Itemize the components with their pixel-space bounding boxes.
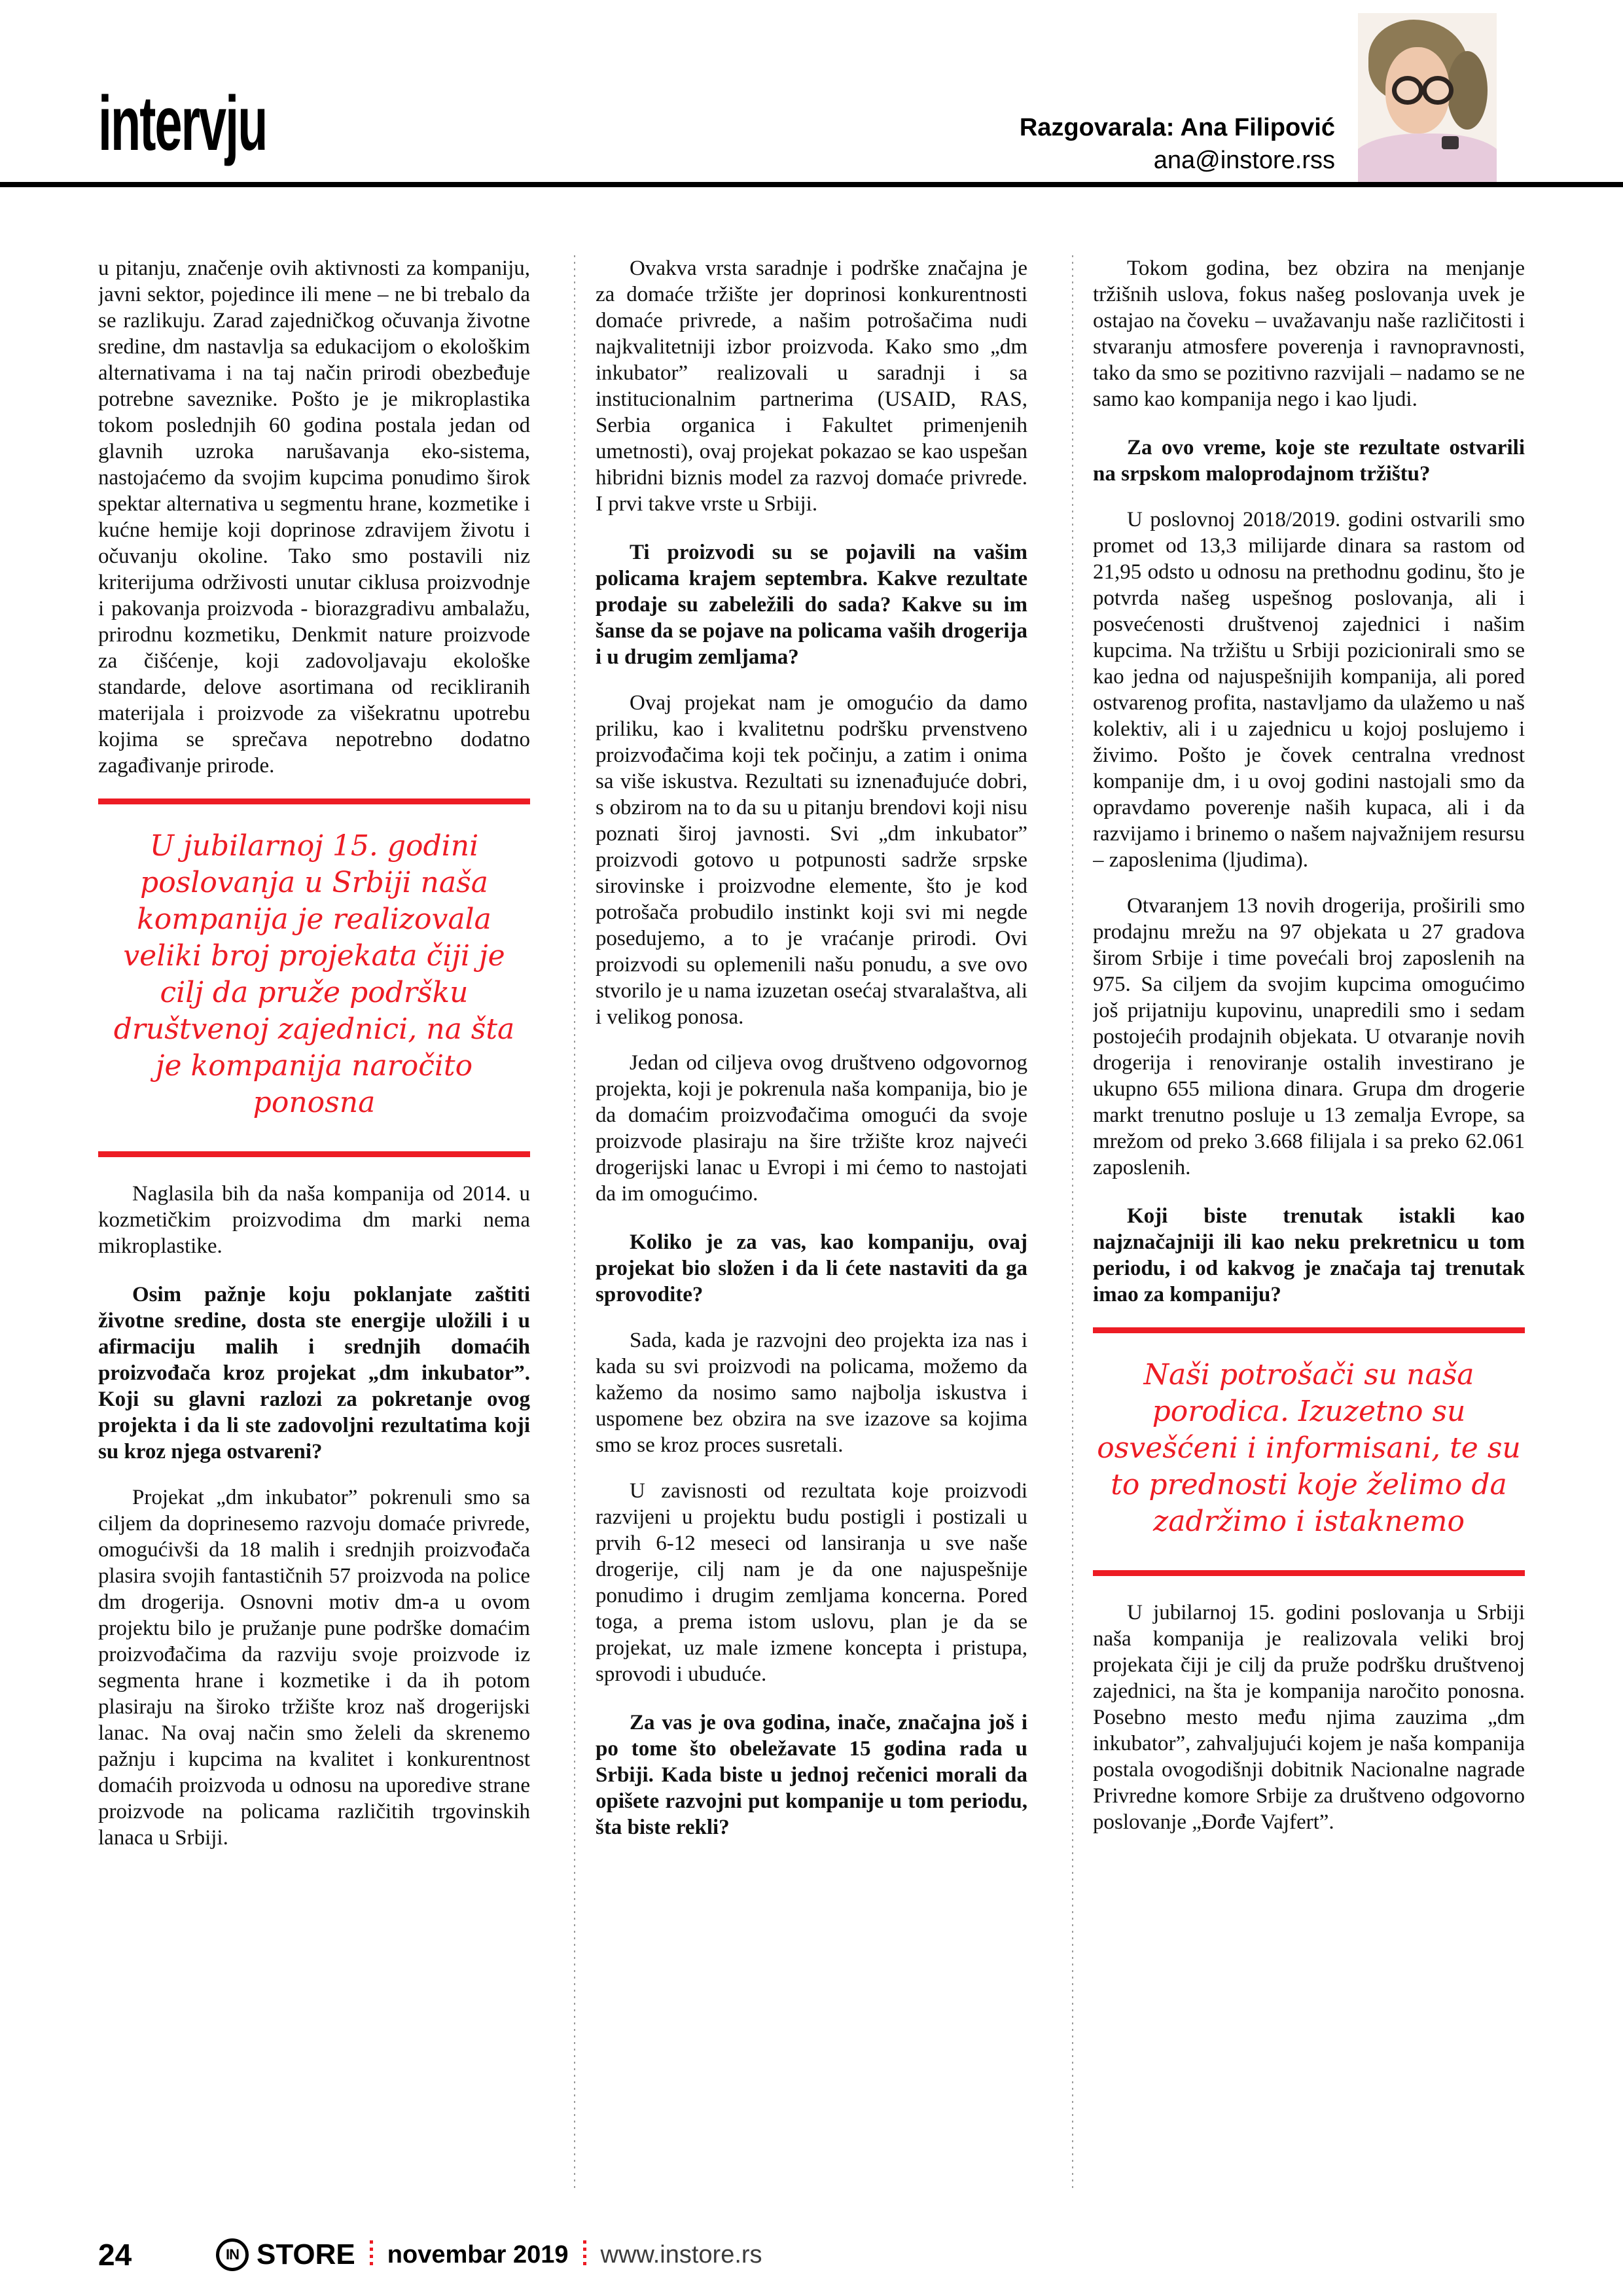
column-separator [574, 255, 575, 2193]
photo-glasses-shape [1422, 76, 1454, 105]
body-paragraph: U jubilarnoj 15. godini poslovanja u Srbiji naša kompanija je realizovala veliki broj projekata čiji je cilj da pruže podršku društvenoj zajednici, na šta je kompanija naročito ponosna. Posebno mesto među njima zauzima „dm inkubator”, zahvaljujući kojem je naša kompanija postala ovogodišnji dobitnik Nacionalne nagrade Privredne komore Srbije za društveno odgovorno poslovanje „Đorđe Vajfert”. [1093, 1601, 1525, 1834]
pull-quote [98, 798, 530, 1157]
body-paragraph: U zavisnosti od rezultata koje proizvodi razvijeni u projektu budu postigli i postizali u prvih 6-12 meseci od lansiranja u sve naše drogerije, cilj nam je da one najuspešnije ponudimo i drugim zemljama koncerna. Pored toga, a prema istom uslovu, plan je da se projekat, uz male izmene koncepta i pristupa, sprovodi i ubuduće. [596, 1479, 1027, 1686]
interview-question: Osim pažnje koju poklanjate zaštiti životne sredine, dosta ste energije uložili i u afirmaciju malih i srednjih domaćih proizvođača kroz projekat „dm inkubator”. Koji su glavni razlozi za pokretanje ovog projekta i da li ste zadovoljni rezultatima koji su kroz njega ostvareni? [98, 1283, 530, 1463]
body-paragraph: Otvaranjem 13 novih drogerija, proširili smo prodajnu mrežu na 97 objekata u 27 gradova širom Srbije i time povećali broj zaposlenih na 975. Sa ciljem da svojim kupcima omogućimo još prijatniju kupovinu, unapredili smo i sedam postojećih prodajnih objekata. U otvaranje novih drogerija i renoviranje ostalih investirano je ukupno 655 miliona dinara. Grupa dm drogerie markt trenutno posluje u 13 zemalja Evrope, sa mrežom od preko 3.668 filijala i sa preko 62.061 zaposlenih. [1093, 894, 1525, 1179]
interview-question: Koji biste trenutak istakli kao najznačajniji ili kao neku prekretnicu u tom periodu, i od kakvog je značaja taj trenutak imao za kompaniju? [1093, 1204, 1525, 1306]
page-number: 24 [98, 2238, 132, 2272]
pull-quote [1093, 1327, 1525, 1576]
body-paragraph: Tokom godina, bez obzira na menjanje tržišnih uslova, fokus našeg poslovanja uvek je ostajao na čoveku – uvažavanju naše različitosti i stvaranju atmosfere poverenja i ravnopravnosti, tako da smo se pozitivno razvijali – nadamo se ne samo kao kompanija nego i kao ljudi. [1093, 257, 1525, 411]
interview-question: Ti proizvodi su se pojavili na vašim policama krajem septembra. Kakve rezultate prodaje su zabeležili do sada? Kakve su im šanse da se pojave na policama vaših drogerija i u drugim zemljama? [596, 541, 1027, 669]
section-title: intervju [98, 81, 267, 167]
article-column-3 [1093, 255, 1525, 2212]
masthead [98, 81, 361, 167]
byline-author: Razgovarala: Ana Filipović [1019, 114, 1335, 141]
interview-question: Koliko je za vas, kao kompaniju, ovaj projekat bio složen i da li ćete nastaviti da ga sprovodite? [596, 1230, 1027, 1306]
body-paragraph: U poslovnoj 2018/2019. godini ostvarili smo promet od 13,3 milijarde dinara sa rastom od 21,95 odsto u odnosu na prethodnu godinu, što je potvrda našeg uspešnog poslovanja, ali i posvećenosti društvenoj zajednici i našim kupcima. Na tržištu u Srbiji pozicionirali smo se kao jedna od najuspešnijih kompanija, ali pored ostvarenog profita, nastavljamo da ulažemo u naš kolektiv, ali i u zajednicu u kojoj poslujemo i živimo. Pošto je čovek centralna vrednost kompanije dm, i u ovoj godini nastojali smo da opravdamo poverenje naših kupaca, ali i da razvijamo i brinemo o našem najvažnijem resursu – zaposlenima (ljudima). [1093, 508, 1525, 872]
body-paragraph: Naglasila bih da naša kompanija od 2014. u kozmetičkim proizvodima dm marki nema mikroplastike. [98, 1182, 530, 1258]
body-paragraph: Ovakva vrsta saradnje i podrške značajna je za domaće tržište jer doprinosi konkurentnosti domaće privrede, a našim potrošačima nudi najkvalitetniji izbor proizvoda. Kako smo „dm inkubator” realizovali u saradnji i sa institucionalnim partnerima (USAID, RAS, Serbia organica i Fakultet primenjenih umetnosti), ovaj projekat pokazao se kao uspešan hibridni biznis model za razvoj domaće privrede. I prvi takve vrste u Srbiji. [596, 257, 1027, 516]
photo-microphone-shape [1442, 136, 1459, 149]
byline [1020, 111, 1335, 177]
pull-quote-text: Naši potrošači su naša porodica. Izuzetno su osvešćeni i informisani, te su to prednosti koje želimo da zadržimo i istaknemo [1097, 1358, 1521, 1538]
issue-date: novembar 2019 [387, 2240, 569, 2269]
instore-logo [216, 2238, 355, 2271]
pull-quote-text: U jubilarnoj 15. godini poslovanja u Srbiji naša kompanija je realizovala veliki broj projekata čiji je cilj da pruže podršku društvenoj zajednici, na šta je kompanija naročito ponosna [113, 829, 515, 1119]
article-column-1 [98, 255, 530, 2212]
byline-email: ana@instore.rss [1153, 147, 1335, 174]
body-paragraph: Projekat „dm inkubator” pokrenuli smo sa ciljem da doprinesemo razvoju domaće privrede, omogućivši da 18 malih i srednjih proizvođača plasira svojih fantastičnih 57 proizvoda na police dm drogerija. Osnovni motiv dm-a u ovom projektu bilo je pružanje pune podrške domaćim proizvođačima da razviju svoje proizvode iz segmenta hrane i kozmetike i da ih potom plasiraju na široko tržište kroz naš drogerijski lanac. Na ovaj način smo želeli da skrenemo pažnju i kupcima na kvalitet i konkurentnost domaćih proizvoda u odnosu na uporedive strane proizvode na policama različitih trgovinskih lanaca u Srbiji. [98, 1486, 530, 1850]
body-paragraph: Sada, kada je razvojni deo projekta iza nas i kada su svi proizvodi na policama, možemo da kažemo da nosimo samo najbolja iskustva i uspomene bez obzira na sve izazove sa kojima smo se kroz proces susretali. [596, 1329, 1027, 1457]
body-paragraph: Ovaj projekat nam je omogućio da damo priliku, kao i kvalitetnu podršku prvenstveno proizvođačima koji tek počinju, a zatim i onima sa više iskustva. Rezultati su iznenađujuće dobri, s obzirom na to da su u pitanju brendovi koji nisu poznati široj javnosti. Svi „dm inkubator” proizvodi gotovo u potpunosti sadrže srpske sirovinske i proizvodne elemente, što je kod potrošača probudilo instinkt koji svi mi negde posedujemo, a to je vraćanje prirodi. Ovi proizvodi su oplemenili našu ponudu, a sve ovo stvorilo je u nama izuzetan osećaj stvaralaštva, ali i velikog ponosa. [596, 691, 1027, 1029]
website-url: www.instore.rs [600, 2240, 762, 2269]
body-paragraph: u pitanju, značenje ovih aktivnosti za kompaniju, javni sektor, pojedince ili mene – ne bi trebalo da se razlikuju. Zarad zajedničkog očuvanja životne sredine, dm nastavlja sa edukacijom o ekološkim alternativama i na taj način prirodi obezbeđuje potrebne saveznike. Pošto je je mikroplastika tokom poslednjih 60 godina postala jedan od glavnih uzroka narušavanja eko-sistema, nastojaćemo da svojim kupcima ponudimo širok spektar alternativa u segmentu hrane, kozmetike i kućne hemije koji doprinose zdravijem životu i očuvanju okoline. Tako smo postavili niz kriterijuma održivosti unutar ciklusa proizvodnje i pakovanja proizvoda - biorazgradivu ambalažu, prirodnu kozmetiku, Denkmit nature proizvode za čišćenje, koji zadovoljavaju ekološke standarde, delove asortimana od recikliranih materijala i proizvode za višekratnu upotrebu kojima se sprečava nepotrebno dodatno zagađivanje prirode. [98, 257, 530, 778]
body-paragraph: Jedan od ciljeva ovog društveno odgovornog projekta, koji je pokrenula naša kompanija, bio je da domaćim proizvođačima omogući da svoje proizvode plasiraju na šire tržište kroz najveći drogerijski lanac u Evropi i mi ćemo to nastojati da im omogućimo. [596, 1051, 1027, 1206]
photo-glasses-shape [1392, 76, 1423, 105]
article-column-2 [596, 255, 1027, 2212]
author-photo [1358, 13, 1497, 185]
page-footer [98, 2237, 762, 2272]
instore-logo-circle-icon: IN [216, 2238, 249, 2271]
column-separator [1072, 255, 1073, 2193]
interview-question: Za ovo vreme, koje ste rezultate ostvarili na srpskom maloprodajnom tržištu? [1093, 436, 1525, 486]
photo-blouse-shape [1358, 134, 1497, 185]
instore-logo-text: STORE [257, 2238, 355, 2270]
interview-question: Za vas je ova godina, inače, značajna još i po tome što obeležavate 15 godina rada u Srbiji. Kada biste u jednoj rečenici morali da opišete razvojni put kompanije u tom periodu, šta biste rekli? [596, 1711, 1027, 1839]
footer-dotted-separator [370, 2240, 373, 2269]
footer-dotted-separator [583, 2240, 586, 2269]
header-rule [0, 182, 1623, 187]
